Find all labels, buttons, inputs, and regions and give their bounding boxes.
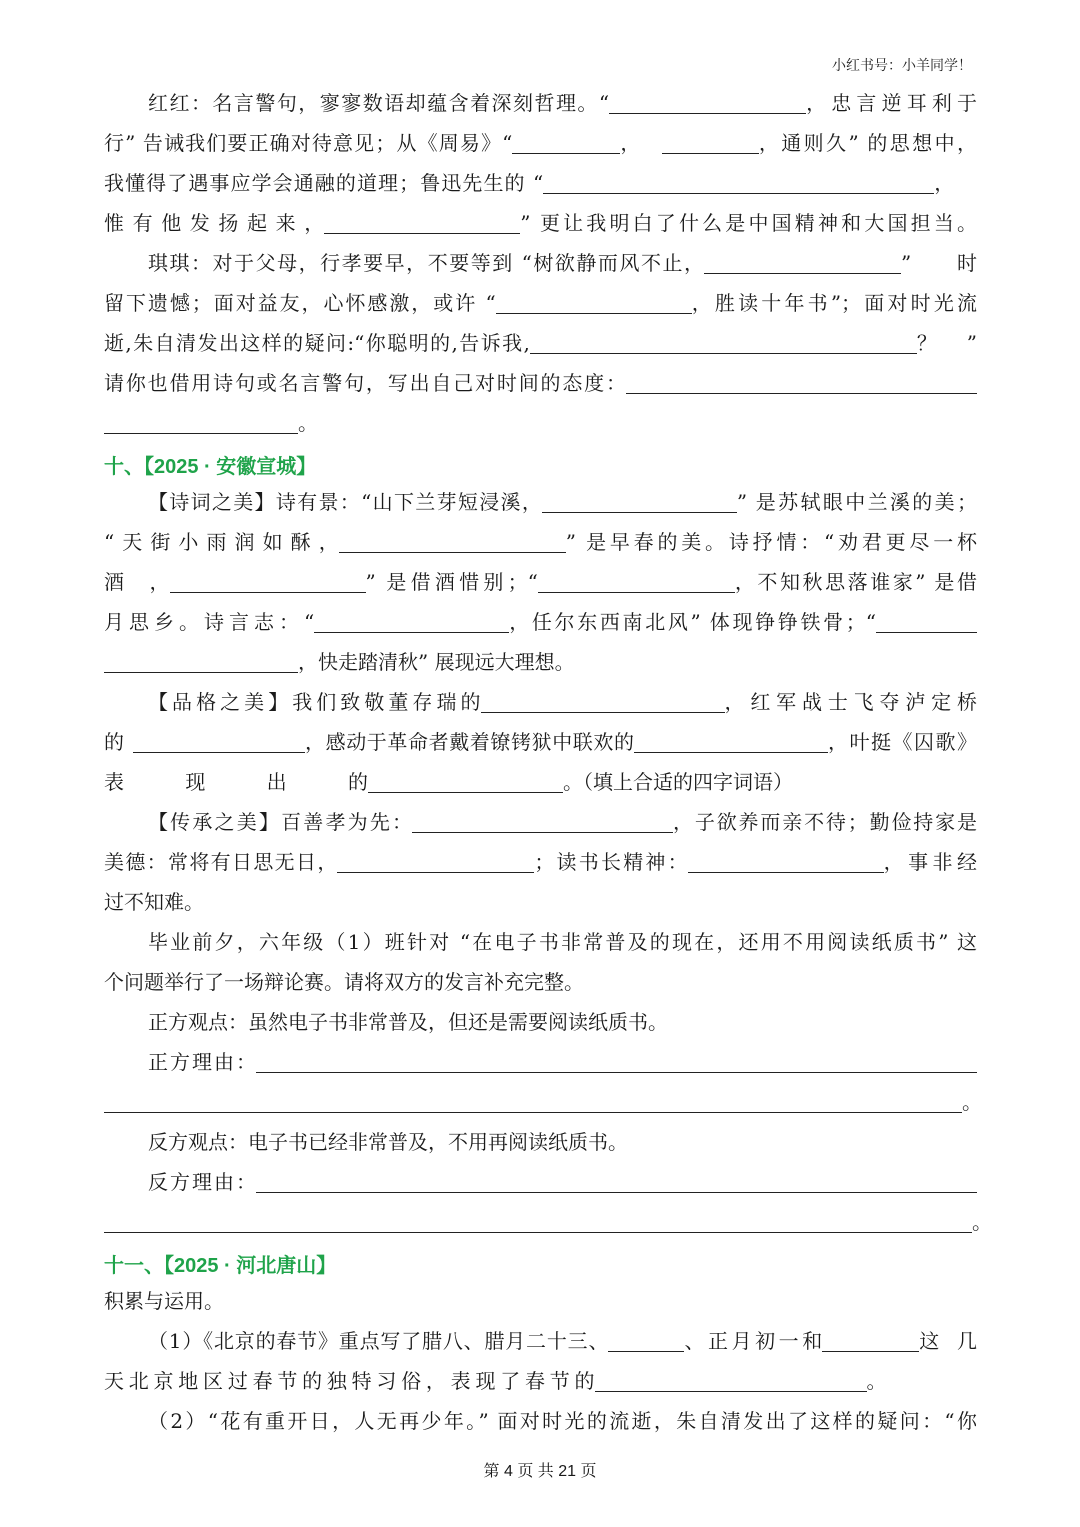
line-text: 留下遗憾；面对益友，心怀感激，或许 “: [104, 291, 496, 315]
line-text: 。（填上合适的四字词语）: [563, 770, 793, 794]
text-line: [104, 328, 977, 358]
text-line: [104, 1366, 977, 1396]
text-line: [104, 1207, 992, 1237]
line-text: “天街小雨润如酥，: [104, 530, 339, 554]
line-text: ，: [934, 171, 955, 195]
fill-in-blank[interactable]: [626, 371, 977, 394]
line-text: 。: [972, 1210, 992, 1234]
text-line: [104, 527, 977, 557]
fill-in-blank[interactable]: [609, 91, 806, 114]
text-line: [104, 1007, 977, 1037]
fill-in-blank[interactable]: [608, 1329, 684, 1352]
fill-in-blank[interactable]: [104, 650, 298, 673]
header-note: 小红书号：小羊同学！: [832, 57, 972, 73]
text-line: [104, 607, 977, 637]
text-line: [104, 168, 977, 198]
fill-in-blank[interactable]: [324, 211, 520, 234]
text-line: [104, 88, 977, 118]
text-line: [104, 1286, 977, 1316]
fill-in-blank[interactable]: [339, 530, 566, 553]
fill-in-blank[interactable]: [542, 490, 737, 513]
line-text: ，不知秋思落谁家” 是借: [734, 570, 977, 594]
text-line: [104, 887, 977, 917]
text-line: [104, 647, 977, 677]
text-line: [104, 807, 977, 837]
text-line: [104, 927, 977, 957]
line-text: ” 是苏轼眼中兰溪的美；: [736, 490, 978, 514]
fill-in-blank[interactable]: [104, 411, 298, 434]
line-text: ，任尔东西南北风” 体现铮铮铁骨；“: [509, 610, 877, 634]
line-text: 天北京地区过春节的独特习俗，表现了春节的: [104, 1369, 595, 1393]
text-line: [104, 1406, 977, 1436]
line-text: 。: [866, 1369, 887, 1393]
text-line: [104, 368, 977, 398]
line-text: 这几: [919, 1329, 977, 1353]
line-text: ” 更让我明白了什么是中国精神和大国担当。: [520, 211, 977, 235]
line-text: 琪琪：对于父母，行孝要早，不要等到 “树欲静而风不止，: [148, 251, 704, 275]
text-line: [104, 1326, 977, 1356]
fill-in-blank[interactable]: [104, 1090, 962, 1113]
text-line: [104, 248, 977, 278]
text-line: [104, 567, 977, 597]
line-text: 过不知难。: [104, 890, 204, 914]
fill-in-blank[interactable]: [256, 1050, 977, 1073]
fill-in-blank[interactable]: [822, 1329, 919, 1352]
text-line: [104, 687, 977, 717]
fill-in-blank[interactable]: [634, 730, 828, 753]
text-line: [104, 408, 977, 438]
line-text: ？”: [916, 331, 977, 355]
text-line: [104, 288, 977, 318]
fill-in-blank[interactable]: [496, 291, 692, 314]
line-text: 红红：名言警句，寥寥数语却蕴含着深刻哲理。“: [148, 91, 610, 115]
line-text: ，事非经: [883, 850, 977, 874]
line-text: ，通则久” 的思想中，: [758, 131, 977, 155]
line-text: 。: [298, 411, 318, 435]
line-text: 月思乡。诗言志：“: [104, 610, 315, 634]
line-text: 惟有他发扬起来，: [104, 211, 325, 235]
fill-in-blank[interactable]: [104, 1210, 972, 1233]
page-footer: 第 4 页 共 21 页: [483, 1463, 597, 1480]
text-line: [104, 847, 977, 877]
line-text: 正方观点：虽然电子书非常普及，但还是需要阅读纸质书。: [148, 1010, 668, 1034]
line-text: 的: [104, 730, 124, 754]
line-text: 表现出的: [104, 770, 368, 794]
fill-in-blank[interactable]: [688, 850, 884, 873]
line-text: ，叶挺《囚歌》: [828, 730, 977, 754]
line-text: 毕业前夕，六年级（1）班针对 “在电子书非常普及的现在，还用不用阅读纸质书” 这: [148, 930, 977, 954]
text-line: [104, 1087, 982, 1117]
line-text: 个问题举行了一场辩论赛。请将双方的发言补充完整。: [104, 970, 584, 994]
fill-in-blank[interactable]: [368, 770, 563, 793]
fill-in-blank[interactable]: [412, 810, 673, 833]
line-text: 正方理由：: [148, 1050, 256, 1074]
fill-in-blank[interactable]: [704, 251, 901, 274]
text-line: [104, 128, 977, 158]
line-text: ，快走踏清秋” 展现远大理想。: [298, 650, 575, 674]
text-line: [104, 1167, 977, 1197]
line-text: 反方观点：电子书已经非常普及，不用再阅读纸质书。: [148, 1130, 628, 1154]
line-text: 我懂得了遇事应学会通融的道理；鲁迅先生的 “: [104, 171, 544, 195]
line-text: （1）《北京的春节》重点写了腊八、腊月二十三、: [148, 1329, 609, 1353]
text-line: [104, 1127, 977, 1157]
text-line: [104, 487, 977, 517]
line-text: 美德：常将有日思无日，: [104, 850, 338, 874]
fill-in-blank[interactable]: [133, 730, 305, 753]
line-text: ，胜读十年书”；面对时光流: [691, 291, 978, 315]
text-line: [104, 967, 977, 997]
line-text: ，忠言逆耳利于: [806, 91, 978, 115]
fill-in-blank[interactable]: [314, 610, 509, 633]
line-text: ；读书长精神：: [534, 850, 688, 874]
line-text: 逝,朱自清发出这样的疑问:“你聪明的,告诉我,: [104, 331, 530, 355]
line-text: 反方理由：: [148, 1170, 256, 1194]
fill-in-blank[interactable]: [481, 690, 725, 713]
line-text: ” 是早春的美。诗抒情：“劝君更尽一杯: [565, 530, 978, 554]
fill-in-blank[interactable]: [595, 1369, 867, 1392]
line-text: 【诗词之美】诗有景：“山下兰芽短浸溪，: [148, 490, 542, 514]
line-text: 、正月初一和: [684, 1329, 823, 1353]
text-line: [104, 1047, 977, 1077]
line-text: 【传承之美】百善孝为先：: [148, 810, 412, 834]
section-11-heading: 十一、【2025 · 河北唐山】: [104, 1255, 337, 1277]
line-text: 请你也借用诗句或名言警句，写出自己对时间的态度：: [104, 371, 626, 395]
line-text: ” 是借酒惜别；“: [365, 570, 538, 594]
line-text: ，: [620, 131, 641, 155]
fill-in-blank[interactable]: [543, 171, 934, 194]
line-text: ，感动于革命者戴着镣铐狱中联欢的: [305, 730, 634, 754]
text-line: [104, 208, 977, 238]
line-text: ” 时: [901, 251, 977, 275]
line-text: 行” 告诫我们要正确对待意见；从《周易》“: [104, 131, 513, 155]
line-text: ，红军战士飞夺泸定桥: [724, 690, 977, 714]
text-line: [104, 767, 977, 797]
fill-in-blank[interactable]: [256, 1170, 977, 1193]
fill-in-blank[interactable]: [876, 610, 977, 633]
fill-in-blank[interactable]: [530, 331, 917, 354]
fill-in-blank[interactable]: [538, 570, 735, 593]
line-text: 【品格之美】我们致敬董存瑞的: [148, 690, 481, 714]
line-text: 酒，: [104, 570, 170, 594]
fill-in-blank[interactable]: [170, 570, 366, 593]
fill-in-blank[interactable]: [512, 131, 620, 154]
fill-in-blank[interactable]: [337, 850, 534, 873]
line-text: ，子欲养而亲不待；勤俭持家是: [673, 810, 977, 834]
text-line: [104, 727, 977, 757]
line-text: （2）“花有重开日，人无再少年。” 面对时光的流逝，朱自清发出了这样的疑问：“你: [148, 1409, 977, 1433]
section-10-heading: 十、【2025 · 安徽宣城】: [104, 456, 317, 478]
line-text: 积累与运用。: [104, 1289, 224, 1313]
fill-in-blank[interactable]: [662, 131, 759, 154]
line-text: 。: [962, 1090, 982, 1114]
